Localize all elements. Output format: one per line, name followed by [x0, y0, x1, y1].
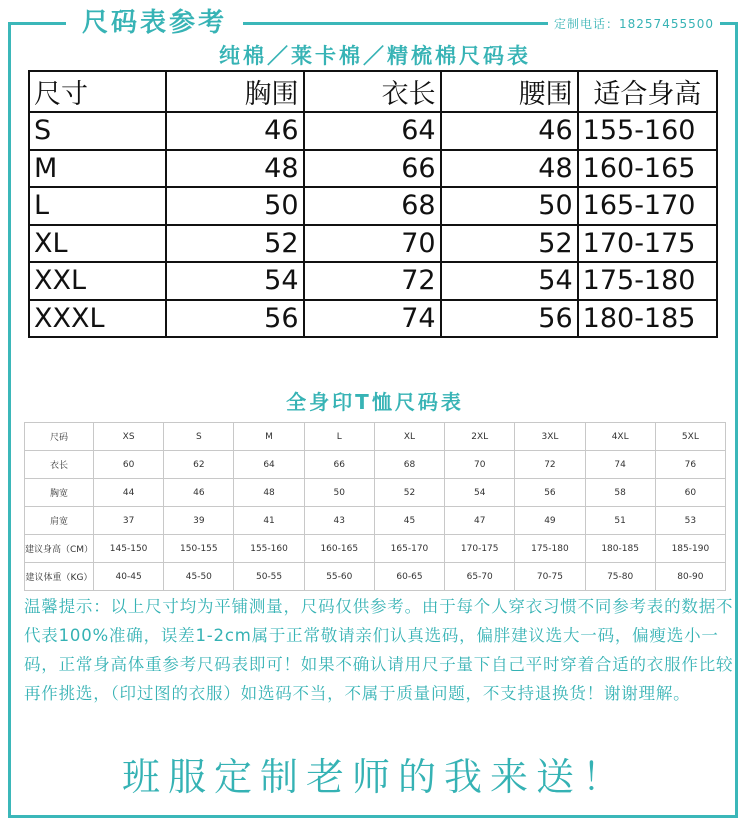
- table-cell: 4XL: [585, 423, 655, 451]
- table-cell: 49: [515, 507, 585, 535]
- table-row: [29, 187, 717, 225]
- table-cell: 56: [441, 300, 578, 338]
- table-cell: 74: [585, 451, 655, 479]
- row-header-cell: 衣长: [25, 451, 94, 479]
- table-cell: 45: [374, 507, 444, 535]
- table-cell: 155-160: [234, 535, 304, 563]
- table-row: [25, 507, 726, 535]
- table-cell: 150-155: [164, 535, 234, 563]
- table-row: [25, 563, 726, 591]
- table-cell: 80-90: [655, 563, 725, 591]
- table-cell: 41: [234, 507, 304, 535]
- table-cell: 52: [374, 479, 444, 507]
- cotton-table-title: 纯棉／莱卡棉／精梳棉尺码表: [219, 44, 531, 68]
- table-cell: 40-45: [94, 563, 164, 591]
- table-cell: 54: [441, 262, 578, 300]
- table-row: [25, 535, 726, 563]
- table-cell: L: [304, 423, 374, 451]
- table-cell: 54: [445, 479, 515, 507]
- table-cell: 66: [304, 451, 374, 479]
- table-cell: S: [164, 423, 234, 451]
- table-cell: 44: [94, 479, 164, 507]
- table-cell: 37: [94, 507, 164, 535]
- table-row: [25, 451, 726, 479]
- table-header-cell: 胸围: [166, 71, 303, 112]
- table-cell: 165-170: [578, 187, 717, 225]
- row-header-cell: 建议身高（CM）: [25, 535, 94, 563]
- table-cell: XL: [374, 423, 444, 451]
- table-cell: 5XL: [655, 423, 725, 451]
- table-cell: XXXL: [29, 300, 166, 338]
- table-cell: 50: [166, 187, 303, 225]
- table-cell: 60: [655, 479, 725, 507]
- row-header-cell: 尺码: [25, 423, 94, 451]
- row-header-cell: 肩宽: [25, 507, 94, 535]
- table-cell: 160-165: [578, 150, 717, 188]
- table-cell: M: [234, 423, 304, 451]
- table-cell: XXL: [29, 262, 166, 300]
- table-cell: 170-175: [445, 535, 515, 563]
- cotton-size-table: [28, 70, 718, 338]
- table-cell: 66: [304, 150, 441, 188]
- row-header-cell: 胸宽: [25, 479, 94, 507]
- table-cell: 76: [655, 451, 725, 479]
- table-row: [25, 479, 726, 507]
- table-cell: 47: [445, 507, 515, 535]
- table-cell: 50-55: [234, 563, 304, 591]
- table-cell: 62: [164, 451, 234, 479]
- table-row: [29, 112, 717, 150]
- table-cell: 46: [164, 479, 234, 507]
- table-cell: 64: [304, 112, 441, 150]
- table-cell: M: [29, 150, 166, 188]
- table-cell: 48: [166, 150, 303, 188]
- table-header-cell: 衣长: [304, 71, 441, 112]
- table-cell: 55-60: [304, 563, 374, 591]
- table-cell: 75-80: [585, 563, 655, 591]
- table-cell: 45-50: [164, 563, 234, 591]
- table-cell: 170-175: [578, 225, 717, 263]
- table-cell: S: [29, 112, 166, 150]
- table-cell: L: [29, 187, 166, 225]
- table-cell: 72: [304, 262, 441, 300]
- slogan: 班服定制老师的我来送！: [121, 755, 628, 799]
- table-cell: 52: [166, 225, 303, 263]
- print-tshirt-table-title: 全身印T恤尺码表: [286, 390, 464, 414]
- table-cell: 46: [441, 112, 578, 150]
- table-row: [29, 225, 717, 263]
- page-title: 尺码表参考: [66, 6, 243, 40]
- table-cell: 50: [441, 187, 578, 225]
- table-cell: 165-170: [374, 535, 444, 563]
- table-cell: 68: [374, 451, 444, 479]
- table-cell: 70: [304, 225, 441, 263]
- table-cell: 74: [304, 300, 441, 338]
- contact-phone: 定制电话：18257455500: [548, 16, 720, 32]
- table-cell: 52: [441, 225, 578, 263]
- table-cell: 2XL: [445, 423, 515, 451]
- table-cell: 54: [166, 262, 303, 300]
- table-cell: 60: [94, 451, 164, 479]
- table-row: [25, 423, 726, 451]
- notice-text: 温馨提示：以上尺寸均为平铺测量，尺码仅供参考。由于每个人穿衣习惯不同参考表的数据不代表100%准确，误差1-2cm属于正常敬请亲们认真选码，偏胖建议选大一码，偏瘦选小一码，正常身高体重参考尺码表即可！如果不确认请用尺子量下自己平时穿着合适的衣服作比较再作挑选，（印过图的衣服）如选码不当，不属于质量问题，不支持退换货！谢谢理解。: [24, 597, 734, 703]
- table-cell: XL: [29, 225, 166, 263]
- row-header-cell: 建议体重（KG）: [25, 563, 94, 591]
- table-cell: 43: [304, 507, 374, 535]
- print-tshirt-size-table: [24, 422, 726, 591]
- table-header-cell: 适合身高: [578, 71, 717, 112]
- table-row: [29, 300, 717, 338]
- table-cell: 64: [234, 451, 304, 479]
- table-cell: 155-160: [578, 112, 717, 150]
- table-cell: 46: [166, 112, 303, 150]
- table-header-row: [29, 71, 717, 112]
- table-cell: 68: [304, 187, 441, 225]
- table-cell: 50: [304, 479, 374, 507]
- table-header-cell: 腰围: [441, 71, 578, 112]
- table-cell: 185-190: [655, 535, 725, 563]
- table-header-cell: 尺寸: [29, 71, 166, 112]
- table-cell: 51: [585, 507, 655, 535]
- table-cell: 72: [515, 451, 585, 479]
- table-cell: 70-75: [515, 563, 585, 591]
- table-cell: 39: [164, 507, 234, 535]
- table-cell: 180-185: [578, 300, 717, 338]
- table-cell: 160-165: [304, 535, 374, 563]
- table-cell: 56: [515, 479, 585, 507]
- table-cell: 70: [445, 451, 515, 479]
- table-cell: 56: [166, 300, 303, 338]
- table-cell: 145-150: [94, 535, 164, 563]
- table-cell: XS: [94, 423, 164, 451]
- table-cell: 65-70: [445, 563, 515, 591]
- table-row: [29, 262, 717, 300]
- table-cell: 58: [585, 479, 655, 507]
- table-cell: 180-185: [585, 535, 655, 563]
- table-cell: 175-180: [578, 262, 717, 300]
- table-cell: 3XL: [515, 423, 585, 451]
- table-cell: 175-180: [515, 535, 585, 563]
- table-cell: 53: [655, 507, 725, 535]
- table-cell: 60-65: [374, 563, 444, 591]
- table-cell: 48: [234, 479, 304, 507]
- table-row: [29, 150, 717, 188]
- table-cell: 48: [441, 150, 578, 188]
